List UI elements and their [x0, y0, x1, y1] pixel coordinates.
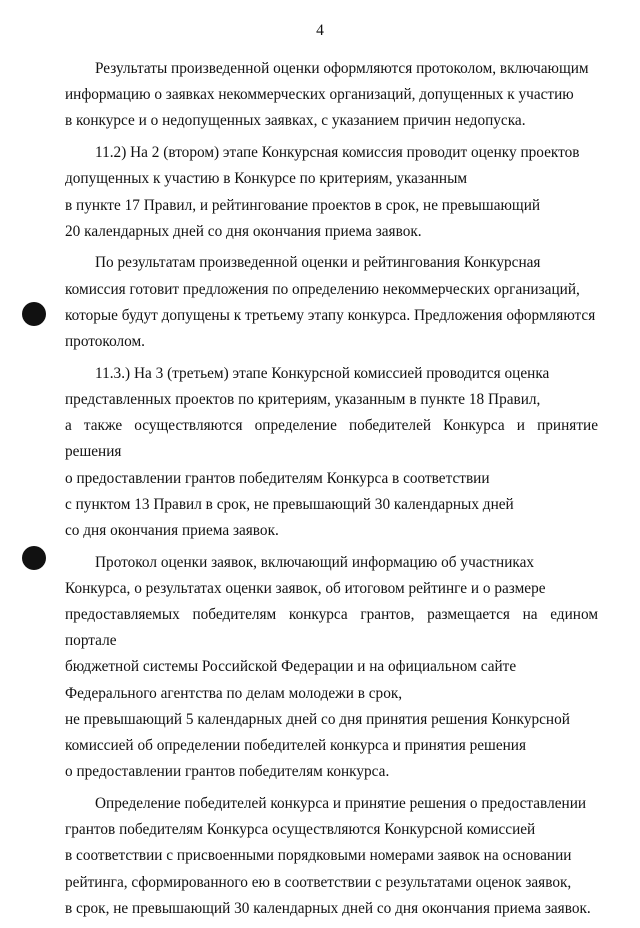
paragraph-results-protocol: Результаты произведенной оценки оформляются протоколом, включающим информацию о заявках некоммерческих организаций, допущенных к участию в конкурсе и о недопущенных заявках, с указанием причин недопуска.: [65, 60, 589, 130]
paragraph-winners-determination: Определение победителей конкурса и принятие решения о предоставлении грантов победителям Конкурса осуществляются Конкурсной комиссией в соответствии с присвоенными порядковыми номерами заявок на основании рейтинга, сформированного ею в соответствии с результатами оценок заявок, в срок, не превышающий 30 календарных дней со дня окончания приема заявок.: [65, 794, 591, 917]
hole-punch-mark: [22, 546, 46, 570]
page-number: 4: [316, 22, 324, 39]
hole-punch-mark: [22, 302, 46, 326]
paragraph-evaluation-protocol: Протокол оценки заявок, включающий информацию об участниках Конкурса, о результатах оценки заявок, об итоговом рейтинге и о размере предоставляемых победителям конкурса грантов, размещается на едином портале бюджетной системы Российской Федерации и на официальном сайте Федерального агентства по делам молодежи в срок, не превышающий 5 календарных дней со дня принятия решения Конкурсной комиссией об определении победителей конкурса и принятия решения о предоставлении грантов победителям конкурса.: [65, 553, 598, 781]
paragraph-stage-2: 11.2) На 2 (втором) этапе Конкурсная комиссия проводит оценку проектов допущенных к участию в Конкурсе по критериям, указанным в пункте 17 Правил, и рейтингование проектов в срок, не превышающий 20 календарных дней со дня окончания приема заявок.: [65, 144, 580, 240]
paragraph-stage-3: 11.3.) На 3 (третьем) этапе Конкурсной комиссией проводится оценка представленных проектов по критериям, указанным в пункте 18 Правил, а также осуществляются определение победителей Конкурса и принятие решения о предоставлении грантов победителям Конкурса в соответствии с пунктом 13 Правил в срок, не превышающий 30 календарных дней со дня окончания приема заявок.: [65, 364, 598, 539]
paragraph-stage-2-results: По результатам произведенной оценки и рейтингования Конкурсная комиссия готовит предложения по определению некоммерческих организаций, которые будут допущены к третьему этапу конкурса. Предложения оформляются протоколом.: [65, 254, 596, 351]
document-body: [65, 56, 598, 928]
